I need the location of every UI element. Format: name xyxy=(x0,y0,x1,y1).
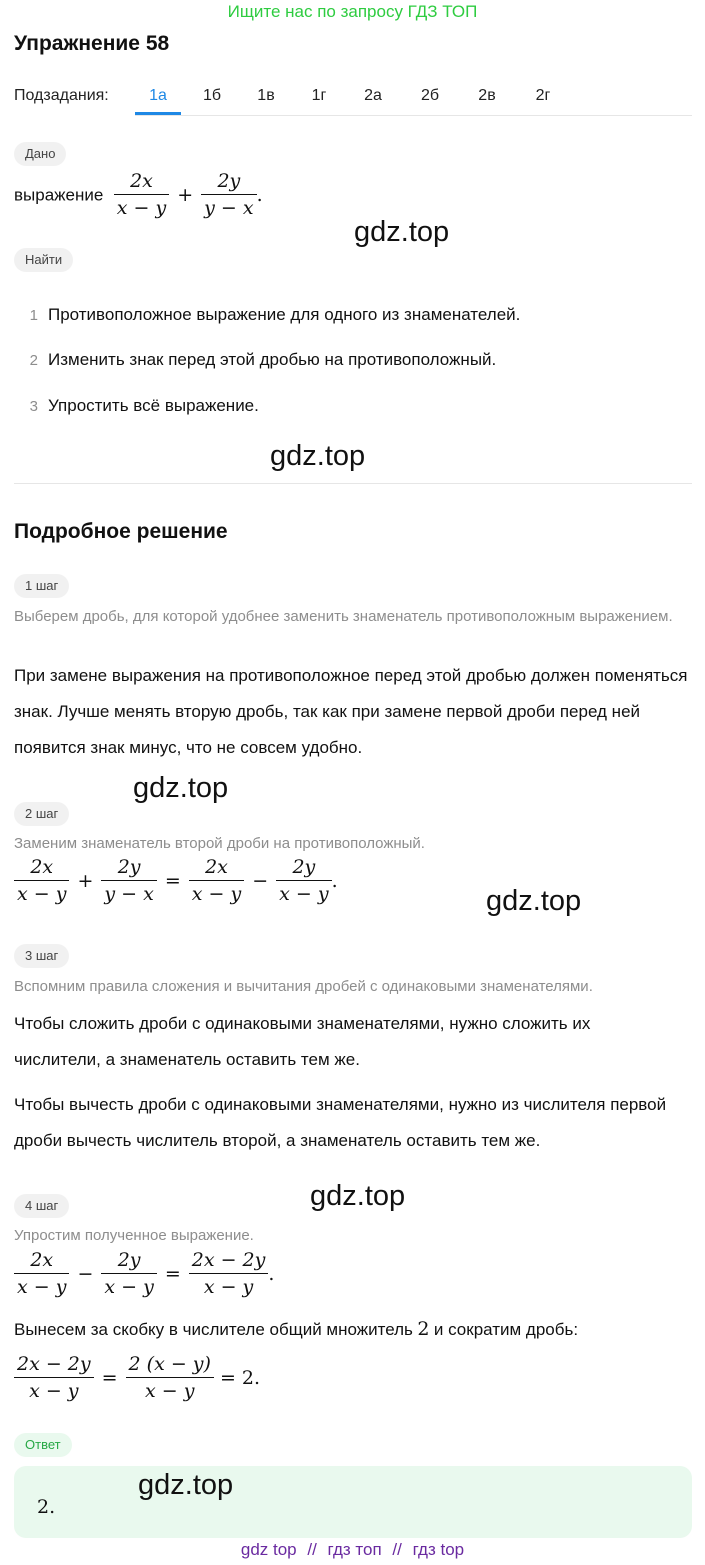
footer-link-1[interactable]: gdz top xyxy=(240,1540,297,1559)
tab-2v[interactable]: 2в xyxy=(478,87,496,104)
step-4-pill: 4 шаг xyxy=(14,1194,69,1218)
tab-1g[interactable]: 1г xyxy=(311,87,327,104)
watermark: gdz.top xyxy=(270,440,366,472)
watermark: gdz.top xyxy=(310,1180,406,1212)
answer-pill: Ответ xyxy=(14,1433,72,1457)
step-3-hint: Вспомним правила сложения и вычитания дробей с одинаковыми знаменателями. xyxy=(14,978,593,995)
solution-title: Подробное решение xyxy=(14,520,228,543)
step-1-pill: 1 шаг xyxy=(14,574,69,598)
tab-2g[interactable]: 2г xyxy=(535,87,551,104)
step-1-body: При замене выражения на противоположное перед этой дробью должен поменяться знак. Лучше менять вторую дробь, так как при замене первой дроби перед ней появится знак минус, что не совсем удобно. xyxy=(14,666,688,757)
given-pill: Дано xyxy=(14,142,66,166)
given-fraction-2: $\frac{2y}{y - x}$ xyxy=(201,170,256,219)
page-title: Упражнение 58 xyxy=(14,32,170,55)
search-banner: Ищите нас по запросу ГДЗ ТОП xyxy=(227,2,478,21)
answer-value: 2. xyxy=(37,1496,56,1518)
find-item: 3 Упростить всё выражение. xyxy=(29,396,259,415)
find-item: 2 Изменить знак перед этой дробью на противоположный. xyxy=(29,350,497,369)
watermark: gdz.top xyxy=(133,772,229,804)
tab-1v[interactable]: 1в xyxy=(257,87,275,104)
find-item: 1 Противоположное выражение для одного из знаменателей. xyxy=(29,305,521,324)
step-3-pill: 3 шаг xyxy=(14,944,69,968)
tab-1b[interactable]: 1б xyxy=(202,87,222,104)
step-2-equation: $\frac{2x}{x - y}$ + $\frac{2y}{y - x}$ = $\frac{2x}{x - y}$ − $\frac{2y}{x - y}$ . xyxy=(14,856,338,905)
subtasks-label: Подзадания: xyxy=(14,87,109,104)
step-3-paragraph-2: Чтобы вычесть дроби с одинаковыми знаменателями, нужно из числителя первой дроби вычесть числитель второй, а знаменатель оставить тем же. xyxy=(14,1095,667,1150)
step-4-hint: Упростим полученное выражение. xyxy=(14,1227,254,1244)
tab-2a[interactable]: 2а xyxy=(364,87,382,104)
step-4-equation-1: $\frac{2x}{x - y}$ − $\frac{2y}{x - y}$ = $\frac{2x - 2y}{x - y}$ . xyxy=(14,1249,274,1298)
step-2-hint: Заменим знаменатель второй дроби на противоположный. xyxy=(14,835,425,852)
step-4-text: Вынесем за скобку в числителе общий множитель 2 и сократим дробь: xyxy=(14,1318,579,1340)
watermark: gdz.top xyxy=(354,216,450,248)
watermark: gdz.top xyxy=(486,885,582,917)
given-prefix: выражение xyxy=(14,185,104,205)
section-divider xyxy=(14,483,692,484)
watermark: gdz.top xyxy=(138,1469,234,1501)
step-2-pill: 2 шаг xyxy=(14,802,69,826)
active-tab-indicator xyxy=(135,112,181,115)
step-1-hint: Выберем дробь, для которой удобнее заменить знаменатель противоположным выражением. xyxy=(14,608,673,625)
tab-1a[interactable]: 1а xyxy=(149,87,167,104)
step-4-equation-2: $\frac{2x - 2y}{x - y}$ = $\frac{2 (x - y)}{x - y}$ = 2. xyxy=(14,1353,268,1402)
given-fraction-1: $\frac{2x}{x - y}$ xyxy=(114,170,169,219)
tab-2b[interactable]: 2б xyxy=(420,87,440,104)
answer-box xyxy=(14,1466,692,1538)
footer-link-3[interactable]: гдз top xyxy=(412,1540,465,1559)
tabs-divider xyxy=(135,115,692,116)
footer-links: gdz top // гдз топ // гдз top xyxy=(240,1540,465,1559)
find-pill: Найти xyxy=(14,248,73,272)
step-3-paragraph-1: Чтобы сложить дроби с одинаковыми знаменателями, нужно сложить их числители, а знаменатель оставить тем же. xyxy=(14,1014,591,1069)
footer-link-2[interactable]: гдз топ xyxy=(327,1540,382,1559)
given-expression: выражение $\frac{2x}{x - y}$ + $\frac{2y}{y - x}$ . xyxy=(14,170,263,219)
